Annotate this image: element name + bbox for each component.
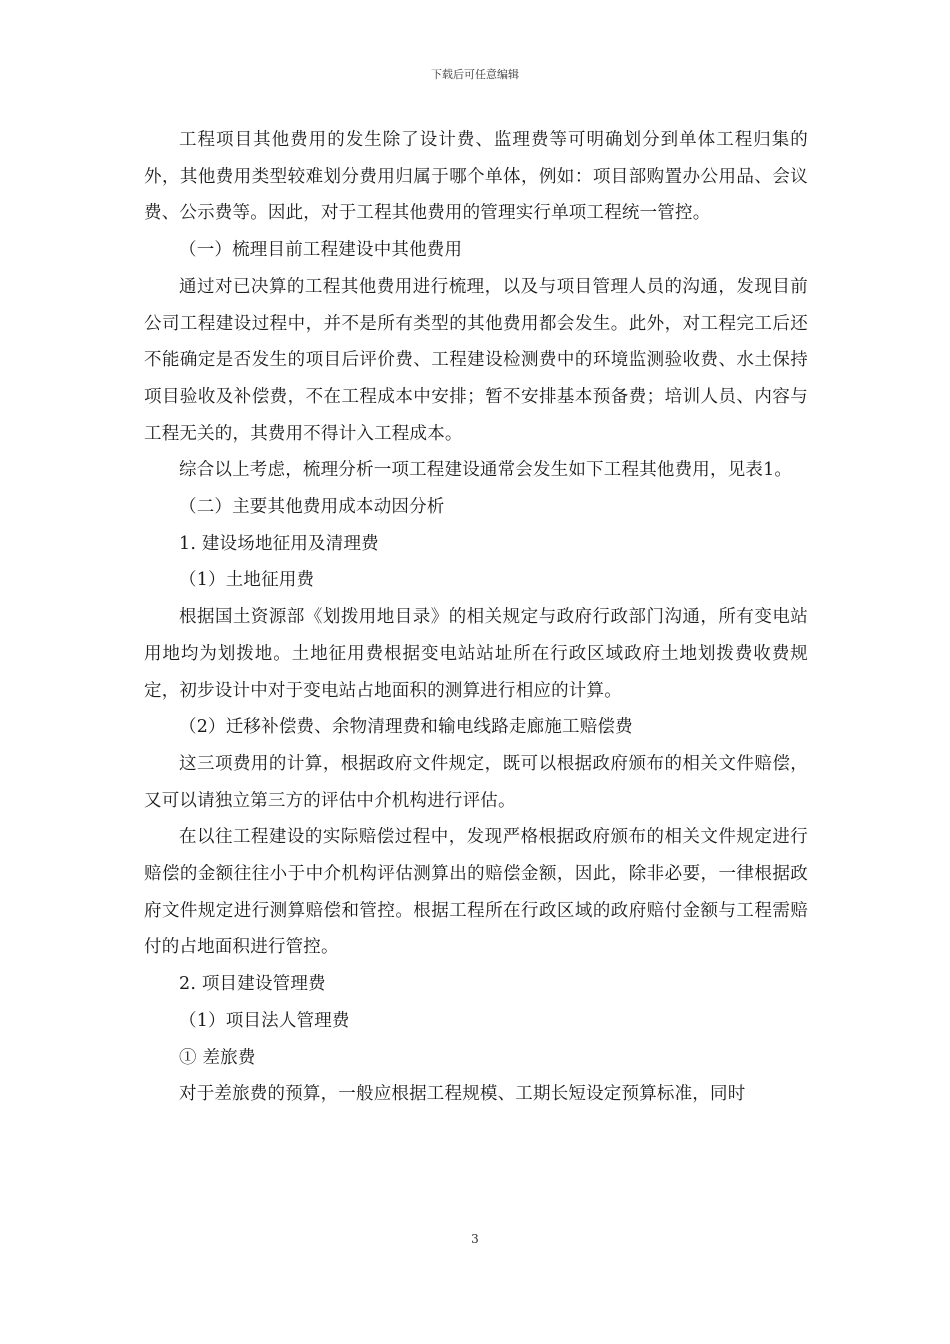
section-heading: （二）主要其他费用成本动因分析	[179, 497, 445, 518]
subsection-heading: 1. 建设场地征用及清理费	[179, 533, 379, 554]
page-header: 下载后可任意编辑	[431, 68, 519, 81]
paragraph: 在以往工程建设的实际赔偿过程中，发现严格根据政府颁布的相关文件规定进行赔偿的金额往往小于中介机构评估测算出的赔偿金额，因此，除非必要，一律根据政府文件规定进行测算赔偿和管控。根据工程所在行政区域的政府赔付金额与工程需赔付的占地面积进行管控。	[144, 827, 808, 958]
paragraph: 综合以上考虑，梳理分析一项工程建设通常会发生如下工程其他费用，见表1。	[179, 460, 793, 481]
subsection-heading: 2. 项目建设管理费	[179, 974, 326, 995]
item-heading: （2）迁移补偿费、余物清理费和输电线路走廊施工赔偿费	[179, 717, 633, 738]
paragraph: 这三项费用的计算，根据政府文件规定，既可以根据政府颁布的相关文件赔偿，又可以请独立第三方的评估中介机构进行评估。	[144, 753, 808, 811]
item-heading: （1）项目法人管理费	[179, 1010, 350, 1031]
document-body	[144, 122, 808, 1113]
page-number: 3	[471, 1232, 479, 1246]
paragraph: 对于差旅费的预算，一般应根据工程规模、工期长短设定预算标准，同时	[179, 1084, 746, 1105]
item-heading: （1）土地征用费	[179, 570, 315, 591]
section-heading: （一）梳理目前工程建设中其他费用	[179, 240, 463, 261]
paragraph: 根据国土资源部《划拨用地目录》的相关规定与政府行政部门沟通，所有变电站用地均为划拨地。土地征用费根据变电站站址所在行政区域政府土地划拨费收费规定，初步设计中对于变电站占地面积的测算进行相应的计算。	[144, 607, 808, 701]
paragraph: 工程项目其他费用的发生除了设计费、监理费等可明确划分到单体工程归集的外，其他费用类型较难划分费用归属于哪个单体，例如：项目部购置办公用品、会议费、公示费等。因此，对于工程其他费用的管理实行单项工程统一管控。	[144, 130, 808, 224]
item-heading: ① 差旅费	[179, 1047, 256, 1068]
paragraph: 通过对已决算的工程其他费用进行梳理，以及与项目管理人员的沟通，发现目前公司工程建设过程中，并不是所有类型的其他费用都会发生。此外，对工程完工后还不能确定是否发生的项目后评价费、工程建设检测费中的环境监测验收费、水土保持项目验收及补偿费，不在工程成本中安排；暂不安排基本预备费；培训人员、内容与工程无关的，其费用不得计入工程成本。	[144, 276, 808, 444]
